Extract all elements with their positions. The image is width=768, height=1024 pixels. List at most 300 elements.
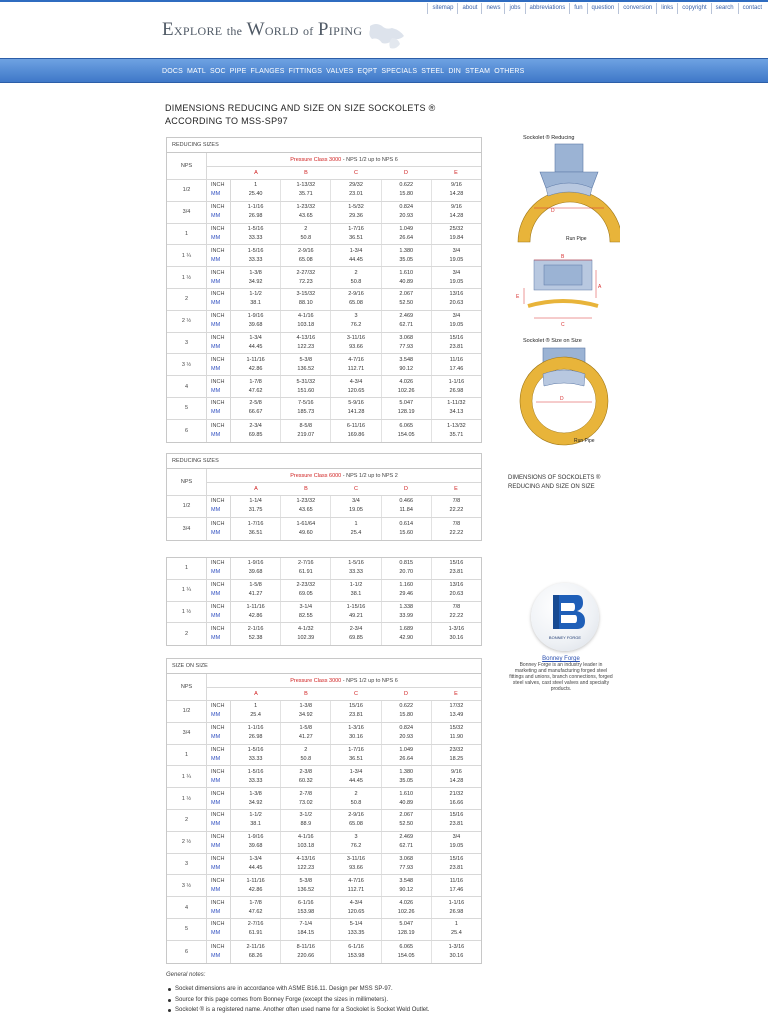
value-mm: 77.93 — [399, 864, 414, 871]
table-row — [167, 919, 481, 941]
value-inch: 2 — [354, 269, 358, 276]
dimension-cell — [281, 832, 331, 853]
dimension-cell — [331, 875, 381, 896]
value-inch: 2-3/8 — [299, 768, 313, 775]
nav-item-eqpt[interactable]: EQPT — [357, 68, 378, 75]
top-link-links[interactable]: links — [656, 3, 677, 14]
value-inch: 1 — [354, 520, 358, 527]
value-inch: 3/4 — [352, 498, 360, 505]
table-size-on-size-class-3000 — [166, 658, 482, 964]
value-inch: 2-27/32 — [296, 269, 316, 276]
value-mm: 40.89 — [399, 799, 414, 806]
value-inch: 1-7/16 — [348, 225, 364, 232]
unit-mm: MM — [211, 821, 221, 828]
nav-item-specials[interactable]: SPECIALS — [381, 68, 418, 75]
value-mm: 65.08 — [349, 821, 363, 828]
value-inch: 13/16 — [449, 582, 464, 589]
table-row — [167, 376, 481, 398]
value-mm: 41.27 — [248, 591, 263, 598]
nav-item-valves[interactable]: VALVES — [326, 68, 354, 75]
nps-cell: 5 — [167, 398, 207, 419]
nps-cell: 1/2 — [167, 701, 207, 722]
value-mm: 29.36 — [349, 213, 363, 220]
value-inch: 1-15/16 — [346, 603, 366, 610]
value-inch: 15/32 — [449, 725, 464, 732]
top-link-jobs[interactable]: jobs — [504, 3, 524, 14]
pressure-class-label — [207, 469, 481, 483]
nav-item-docs[interactable]: DOCS — [162, 68, 184, 75]
value-inch: 1-3/4 — [249, 855, 262, 862]
value-inch: 1.160 — [399, 582, 414, 589]
value-inch: 0.466 — [399, 498, 414, 505]
table-row — [167, 245, 481, 267]
dimension-cell — [382, 311, 432, 332]
dimension-cell — [331, 354, 381, 375]
table-row — [167, 897, 481, 919]
unit-inch: INCH — [211, 582, 225, 589]
value-inch: 2-9/16 — [348, 291, 364, 298]
nav-item-soc[interactable]: SOC — [209, 68, 226, 75]
value-mm: 154.05 — [397, 431, 415, 438]
bonney-forge-logo[interactable] — [531, 583, 599, 651]
dimension-cell — [432, 810, 481, 831]
value-inch: 15/16 — [449, 855, 464, 862]
dimension-cell — [231, 496, 281, 517]
dimension-cell — [281, 723, 331, 744]
value-mm: 14.28 — [449, 213, 464, 220]
value-mm: 52.50 — [399, 300, 414, 307]
dimension-cell — [382, 875, 432, 896]
unit-inch: INCH — [211, 313, 225, 320]
value-inch: 2 — [304, 746, 308, 753]
dimension-cell — [432, 723, 481, 744]
table-row — [167, 398, 481, 420]
unit-inch: INCH — [211, 422, 225, 429]
value-mm: 35.71 — [298, 191, 313, 198]
bonney-forge-description: Bonney Forge is an industry leader in marketing and manufacturing forged steel fittings and unions, branch connections, forged steel valves, cast steel valves and specialty products. — [509, 662, 613, 692]
unit-mm: MM — [211, 843, 221, 850]
value-inch: 3-15/32 — [296, 291, 316, 298]
dimension-cell — [432, 376, 481, 397]
value-mm: 30.16 — [449, 635, 464, 642]
unit-inch: INCH — [211, 182, 225, 189]
figure-title-reducing: Sockolet ® Reducing — [523, 135, 575, 141]
value-mm: 26.64 — [399, 755, 414, 762]
unit-labels — [207, 289, 231, 310]
unit-mm: MM — [211, 234, 221, 241]
top-link-abbreviations[interactable]: abbreviations — [525, 3, 570, 14]
dimension-cell — [382, 224, 432, 245]
value-inch: 1-3/16 — [448, 943, 465, 950]
value-mm: 88.9 — [300, 821, 312, 828]
dimension-cell — [281, 788, 331, 809]
nav-item-fittings[interactable]: FITTINGS — [288, 68, 323, 75]
dimension-cell — [432, 311, 481, 332]
value-mm: 76.2 — [350, 843, 362, 850]
top-link-copyright[interactable]: copyright — [677, 3, 710, 14]
dimension-cell — [331, 398, 381, 419]
value-mm: 151.60 — [297, 387, 315, 394]
unit-mm: MM — [211, 591, 221, 598]
value-inch: 1-3/4 — [349, 768, 363, 775]
value-mm: 47.62 — [248, 908, 263, 915]
unit-mm: MM — [211, 908, 221, 915]
nav-item-din[interactable]: DIN — [448, 68, 462, 75]
table-header-right — [207, 674, 481, 700]
dimension-letter-a: A — [254, 170, 258, 176]
dimension-cell — [231, 919, 281, 940]
value-mm: 44.45 — [349, 777, 363, 784]
value-inch: 5-9/16 — [348, 400, 364, 407]
value-inch: 1-13/32 — [296, 182, 316, 189]
value-mm: 39.68 — [248, 843, 263, 850]
dimension-cell — [382, 832, 432, 853]
value-inch: 1-13/32 — [447, 422, 466, 429]
unit-labels — [207, 333, 231, 354]
unit-mm: MM — [211, 507, 221, 514]
value-mm: 120.65 — [347, 908, 365, 915]
unit-inch: INCH — [211, 812, 225, 819]
value-mm: 33.33 — [248, 256, 263, 263]
dimension-cell — [331, 897, 381, 918]
value-inch: 1-1/4 — [249, 498, 262, 505]
value-mm: 93.66 — [349, 343, 363, 350]
unit-inch: INCH — [211, 356, 225, 363]
value-mm: 219.07 — [297, 431, 315, 438]
dimension-letter-b: B — [304, 486, 308, 492]
unit-labels — [207, 180, 231, 201]
nps-cell: 5 — [167, 919, 207, 940]
notes-title: General notes: — [166, 972, 206, 978]
unit-labels — [207, 810, 231, 831]
nav-item-steel[interactable]: STEEL — [421, 68, 445, 75]
dimension-cell — [281, 420, 331, 442]
dimension-letters — [207, 483, 481, 495]
value-mm: 33.33 — [248, 777, 263, 784]
value-mm: 38.1 — [250, 300, 261, 307]
value-inch: 1.338 — [399, 603, 414, 610]
value-inch: 1 — [254, 703, 258, 710]
dimension-cell — [281, 518, 331, 540]
unit-labels — [207, 723, 231, 744]
unit-inch: INCH — [211, 877, 225, 884]
dimension-cell — [432, 496, 481, 517]
value-inch: 1-3/16 — [448, 626, 465, 633]
value-mm: 20.63 — [449, 591, 464, 598]
top-link-search[interactable]: search — [711, 3, 738, 14]
value-mm: 23.81 — [349, 712, 363, 719]
bonney-forge-link[interactable]: Bonney Forge — [542, 656, 580, 662]
unit-labels — [207, 745, 231, 766]
dimension-cell — [432, 919, 481, 940]
value-mm: 42.86 — [248, 365, 263, 372]
value-inch: 2-7/16 — [298, 560, 314, 567]
unit-inch: INCH — [211, 626, 225, 633]
unit-labels — [207, 267, 231, 288]
value-mm: 61.91 — [298, 569, 313, 576]
unit-mm: MM — [211, 300, 221, 307]
dimension-cell — [231, 354, 281, 375]
table-row — [167, 810, 481, 832]
unit-labels — [207, 558, 231, 579]
unit-labels — [207, 354, 231, 375]
value-inch: 8-5/8 — [299, 422, 313, 429]
dimension-cell — [231, 224, 281, 245]
dimension-cell — [432, 602, 481, 623]
dimension-cell — [231, 766, 281, 787]
value-mm: 34.92 — [248, 278, 263, 285]
dimension-cell — [331, 496, 381, 517]
value-mm: 14.28 — [449, 191, 464, 198]
unit-labels — [207, 602, 231, 623]
unit-labels — [207, 224, 231, 245]
dimension-cell — [281, 376, 331, 397]
unit-inch: INCH — [211, 520, 225, 527]
nav-item-pipe[interactable]: PIPE — [229, 68, 247, 75]
page-title: DIMENSIONS REDUCING AND SIZE ON SIZE SOCKOLETS ® ACCORDING TO MSS-SP97 — [165, 103, 436, 126]
nav-item-flanges[interactable]: FLANGES — [250, 68, 285, 75]
value-mm: 68.26 — [248, 952, 263, 959]
dimension-cell — [331, 832, 381, 853]
dimension-cell — [231, 376, 281, 397]
dimension-cell — [432, 854, 481, 875]
value-mm: 112.71 — [347, 365, 365, 372]
value-inch: 1.689 — [399, 626, 414, 633]
value-inch: 4-3/4 — [349, 378, 363, 385]
unit-mm: MM — [211, 712, 221, 719]
value-inch: 2-23/32 — [296, 582, 316, 589]
site-logo[interactable]: EXPLORE the WORLD of PIPING — [162, 19, 363, 40]
value-inch: 3.068 — [399, 855, 414, 862]
value-mm: 141.28 — [347, 409, 365, 416]
value-inch: 2-1/16 — [247, 626, 264, 633]
svg-text:A: A — [598, 284, 602, 290]
top-link-sitemap[interactable]: sitemap — [427, 3, 457, 14]
value-inch: 2-3/4 — [249, 422, 262, 429]
nps-cell: 1/2 — [167, 180, 207, 201]
dimension-cell — [231, 602, 281, 623]
dimension-cell — [281, 580, 331, 601]
svg-text:Run Pipe: Run Pipe — [566, 236, 587, 242]
unit-inch: INCH — [211, 498, 225, 505]
value-inch: 1-1/16 — [448, 378, 465, 385]
value-inch: 11/16 — [449, 877, 464, 884]
value-mm: 34.13 — [449, 409, 464, 416]
value-mm: 44.45 — [349, 256, 363, 263]
value-inch: 1-1/16 — [247, 725, 264, 732]
nps-cell: 3/4 — [167, 518, 207, 540]
value-mm: 72.23 — [298, 278, 313, 285]
dimension-cell — [331, 766, 381, 787]
value-mm: 20.93 — [399, 734, 414, 741]
value-inch: 1-11/32 — [447, 400, 466, 407]
table-section-label: REDUCING SIZES — [167, 454, 481, 469]
dimension-cell — [281, 919, 331, 940]
dimension-cell — [382, 289, 432, 310]
dimension-cell — [331, 810, 381, 831]
dimension-cell — [281, 398, 331, 419]
value-inch: 4-1/16 — [298, 313, 314, 320]
value-inch: 5-31/32 — [296, 378, 316, 385]
dimension-cell — [331, 245, 381, 266]
nav-item-steam[interactable]: STEAM — [465, 68, 491, 75]
value-inch: 1-7/8 — [249, 899, 262, 906]
top-link-about[interactable]: about — [457, 3, 481, 14]
figure-caption: DIMENSIONS OF SOCKOLETS ® REDUCING AND SIZE ON SIZE — [508, 475, 601, 490]
value-inch: 1-7/16 — [247, 520, 264, 527]
table-row — [167, 701, 481, 723]
value-mm: 33.33 — [248, 755, 263, 762]
value-mm: 18.25 — [449, 755, 464, 762]
table-row — [167, 766, 481, 788]
unit-mm: MM — [211, 799, 221, 806]
dimension-cell — [231, 897, 281, 918]
value-mm: 19.05 — [449, 256, 464, 263]
unit-mm: MM — [211, 569, 221, 576]
svg-text:BONNEY FORGE: BONNEY FORGE — [548, 635, 582, 640]
nps-cell: 1 — [167, 558, 207, 579]
value-mm: 49.60 — [298, 529, 313, 536]
top-link-conversion[interactable]: conversion — [618, 3, 656, 14]
value-mm: 42.90 — [399, 635, 414, 642]
unit-mm: MM — [211, 864, 221, 871]
nps-cell: 1 ½ — [167, 602, 207, 623]
unit-labels — [207, 897, 231, 918]
dimension-cell — [382, 354, 432, 375]
value-mm: 49.21 — [349, 612, 363, 619]
dimension-cell — [281, 623, 331, 645]
unit-mm: MM — [211, 635, 221, 642]
dimension-cell — [382, 723, 432, 744]
value-inch: 3/4 — [452, 269, 461, 276]
value-mm: 90.12 — [399, 886, 414, 893]
value-inch: 1-7/16 — [348, 746, 364, 753]
dimension-cell — [281, 745, 331, 766]
dimension-cell — [281, 854, 331, 875]
top-link-fun[interactable]: fun — [569, 3, 586, 14]
unit-labels — [207, 311, 231, 332]
dimension-cell — [382, 745, 432, 766]
dimension-cell — [281, 202, 331, 223]
unit-inch: INCH — [211, 204, 225, 211]
nps-cell: 1 ½ — [167, 267, 207, 288]
value-inch: 1.610 — [399, 269, 414, 276]
value-inch: 1-5/32 — [348, 204, 364, 211]
unit-labels — [207, 398, 231, 419]
value-mm: 33.33 — [248, 234, 263, 241]
table-row — [167, 202, 481, 224]
unit-mm: MM — [211, 755, 221, 762]
value-inch: 2-9/16 — [348, 812, 364, 819]
value-inch: 1-7/8 — [249, 378, 262, 385]
nps-cell: 4 — [167, 376, 207, 397]
dimension-cell — [382, 420, 432, 442]
table-row — [167, 267, 481, 289]
unit-labels — [207, 766, 231, 787]
nav-item-others[interactable]: OTHERS — [494, 68, 525, 75]
top-links-bar — [427, 3, 766, 14]
table-section-label: REDUCING SIZES — [167, 138, 481, 153]
value-inch: 1-3/8 — [249, 269, 262, 276]
dimension-cell — [231, 723, 281, 744]
value-mm: 112.71 — [347, 886, 365, 893]
value-inch: 3 — [354, 834, 358, 841]
dimension-cell — [281, 766, 331, 787]
unit-inch: INCH — [211, 703, 225, 710]
dimension-cell — [331, 745, 381, 766]
value-inch: 1-9/16 — [247, 834, 264, 841]
unit-labels — [207, 941, 231, 963]
value-inch: 15/16 — [449, 812, 464, 819]
value-mm: 43.65 — [298, 507, 313, 514]
table-row — [167, 333, 481, 355]
value-mm: 122.23 — [297, 343, 315, 350]
value-mm: 26.98 — [449, 387, 464, 394]
nav-item-matl[interactable]: MATL — [187, 68, 206, 75]
dimension-cell — [382, 245, 432, 266]
pressure-class-label — [207, 674, 481, 688]
value-inch: 15/16 — [349, 703, 363, 710]
unit-mm: MM — [211, 213, 221, 220]
dimension-cell — [432, 558, 481, 579]
nps-cell: 2 — [167, 289, 207, 310]
value-inch: 1-1/2 — [249, 812, 262, 819]
table-row — [167, 832, 481, 854]
value-mm: 26.98 — [248, 734, 263, 741]
table-row — [167, 420, 481, 442]
value-mm: 220.66 — [297, 952, 315, 959]
value-inch: 1.049 — [399, 746, 414, 753]
value-mm: 20.63 — [449, 300, 464, 307]
table-row — [167, 602, 481, 624]
unit-inch: INCH — [211, 921, 225, 928]
value-mm: 61.91 — [248, 930, 263, 937]
value-mm: 39.68 — [248, 569, 263, 576]
svg-text:D: D — [560, 396, 564, 402]
top-link-news[interactable]: news — [481, 3, 504, 14]
table-row — [167, 354, 481, 376]
top-link-contact[interactable]: contact — [738, 3, 766, 14]
unit-mm: MM — [211, 431, 221, 438]
value-mm: 52.38 — [248, 635, 263, 642]
nps-cell: 6 — [167, 420, 207, 442]
value-inch: 1-3/8 — [249, 790, 262, 797]
value-inch: 1-1/2 — [349, 582, 363, 589]
dimension-cell — [231, 420, 281, 442]
dimension-cell — [281, 267, 331, 288]
main-navigation — [0, 58, 768, 83]
value-mm: 17.46 — [449, 886, 464, 893]
table-header-right — [207, 153, 481, 179]
value-mm: 22.22 — [449, 507, 464, 514]
value-mm: 50.8 — [350, 278, 362, 285]
value-inch: 1 — [254, 182, 258, 189]
dimension-cell — [331, 376, 381, 397]
unit-labels — [207, 376, 231, 397]
value-mm: 30.16 — [449, 952, 464, 959]
value-inch: 2-5/8 — [249, 400, 262, 407]
dimension-cell — [432, 267, 481, 288]
value-inch: 3-11/16 — [346, 855, 366, 862]
value-mm: 19.05 — [349, 507, 363, 514]
dimension-cell — [432, 832, 481, 853]
dimension-cell — [382, 897, 432, 918]
top-link-question[interactable]: question — [587, 3, 619, 14]
value-inch: 2.067 — [399, 291, 414, 298]
dimension-cell — [432, 788, 481, 809]
value-mm: 65.08 — [298, 256, 313, 263]
value-inch: 5-3/8 — [299, 877, 313, 884]
